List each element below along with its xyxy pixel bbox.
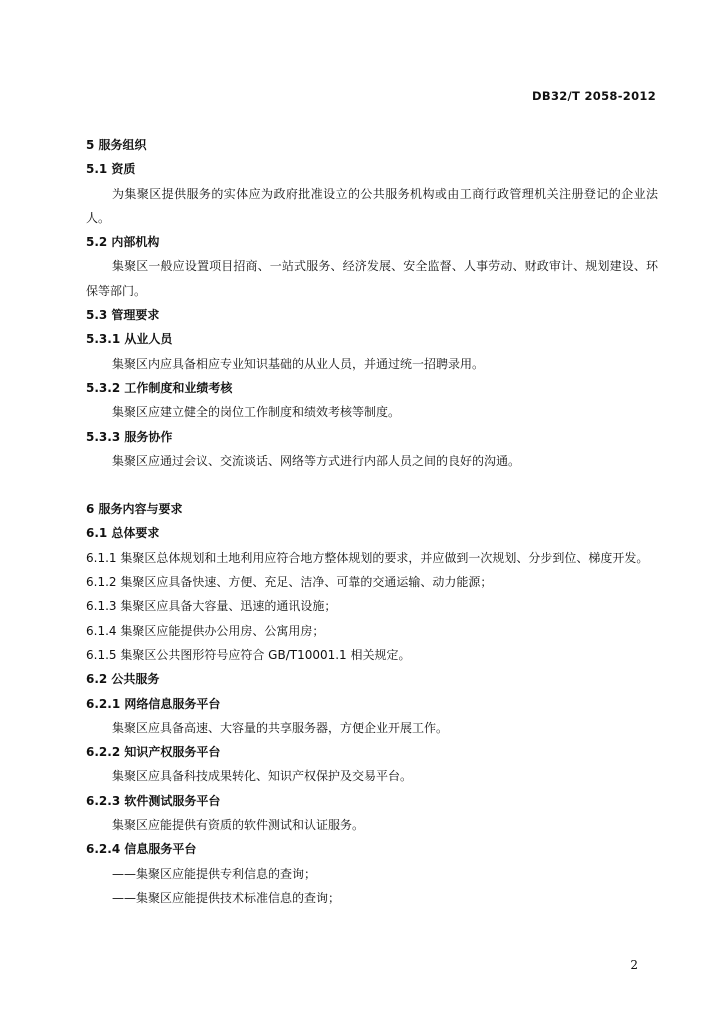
section-heading: 5 服务组织 (86, 138, 147, 152)
paragraph: 集聚区应具备科技成果转化、知识产权保护及交易平台。 (112, 769, 413, 784)
section-heading: 5.3.1 从业人员 (86, 332, 173, 347)
section-heading: 5.3.2 工作制度和业绩考核 (86, 380, 233, 395)
section-heading: 5.3.3 服务协作 (86, 429, 173, 444)
section-gap (86, 473, 658, 497)
section-heading: 5.1 资质 (86, 162, 136, 177)
paragraph: 为集聚区提供服务的实体应为政府批准设立的公共服务机构或由工商行政管理机关注册登记的企业法人。 (86, 186, 658, 225)
section-heading: 6.2.4 信息服务平台 (86, 842, 197, 857)
section-heading: 6.1 总体要求 (86, 526, 160, 541)
section-heading: 6.2 公共服务 (86, 672, 160, 687)
list-item: ——集聚区应能提供专利信息的查询； (112, 866, 317, 881)
paragraph: 集聚区内应具备相应专业知识基础的从业人员，并通过统一招聘录用。 (112, 356, 485, 371)
section-heading: 6.2.1 网络信息服务平台 (86, 696, 221, 711)
standard-code: DB32/T 2058-2012 (532, 89, 656, 103)
paragraph: 集聚区一般应设置项目招商、一站式服务、经济发展、安全监督、人事劳动、财政审计、规划建设、环保等部门。 (86, 259, 658, 298)
section-heading: 5.2 内部机构 (86, 235, 160, 250)
paragraph: 集聚区应具备高速、大容量的共享服务器，方便企业开展工作。 (112, 720, 449, 735)
clause: 6.1.1 集聚区总体规划和土地利用应符合地方整体规划的要求，并应做到一次规划、分步到位、梯度开发。 (86, 550, 649, 565)
clause: 6.1.3 集聚区应具备大容量、迅速的通讯设施； (86, 599, 337, 614)
clause: 6.1.2 集聚区应具备快速、方便、充足、洁净、可靠的交通运输、动力能源； (86, 575, 493, 590)
list-item: ——集聚区应能提供技术标准信息的查询； (112, 890, 341, 905)
page-number: 2 (630, 958, 638, 972)
paragraph: 集聚区应通过会议、交流谈话、网络等方式进行内部人员之间的良好的沟通。 (112, 453, 521, 468)
section-heading: 6.2.3 软件测试服务平台 (86, 793, 221, 808)
clause: 6.1.5 集聚区公共图形符号应符合 GB/T10001.1 相关规定。 (86, 647, 411, 662)
paragraph: 集聚区应能提供有资质的软件测试和认证服务。 (112, 818, 365, 833)
section-heading: 6 服务内容与要求 (86, 502, 183, 517)
section-heading: 6.2.2 知识产权服务平台 (86, 745, 221, 760)
document-body (86, 133, 658, 910)
paragraph: 集聚区应建立健全的岗位工作制度和绩效考核等制度。 (112, 405, 401, 420)
clause: 6.1.4 集聚区应能提供办公用房、公寓用房； (86, 623, 325, 638)
section-heading: 5.3 管理要求 (86, 308, 160, 323)
